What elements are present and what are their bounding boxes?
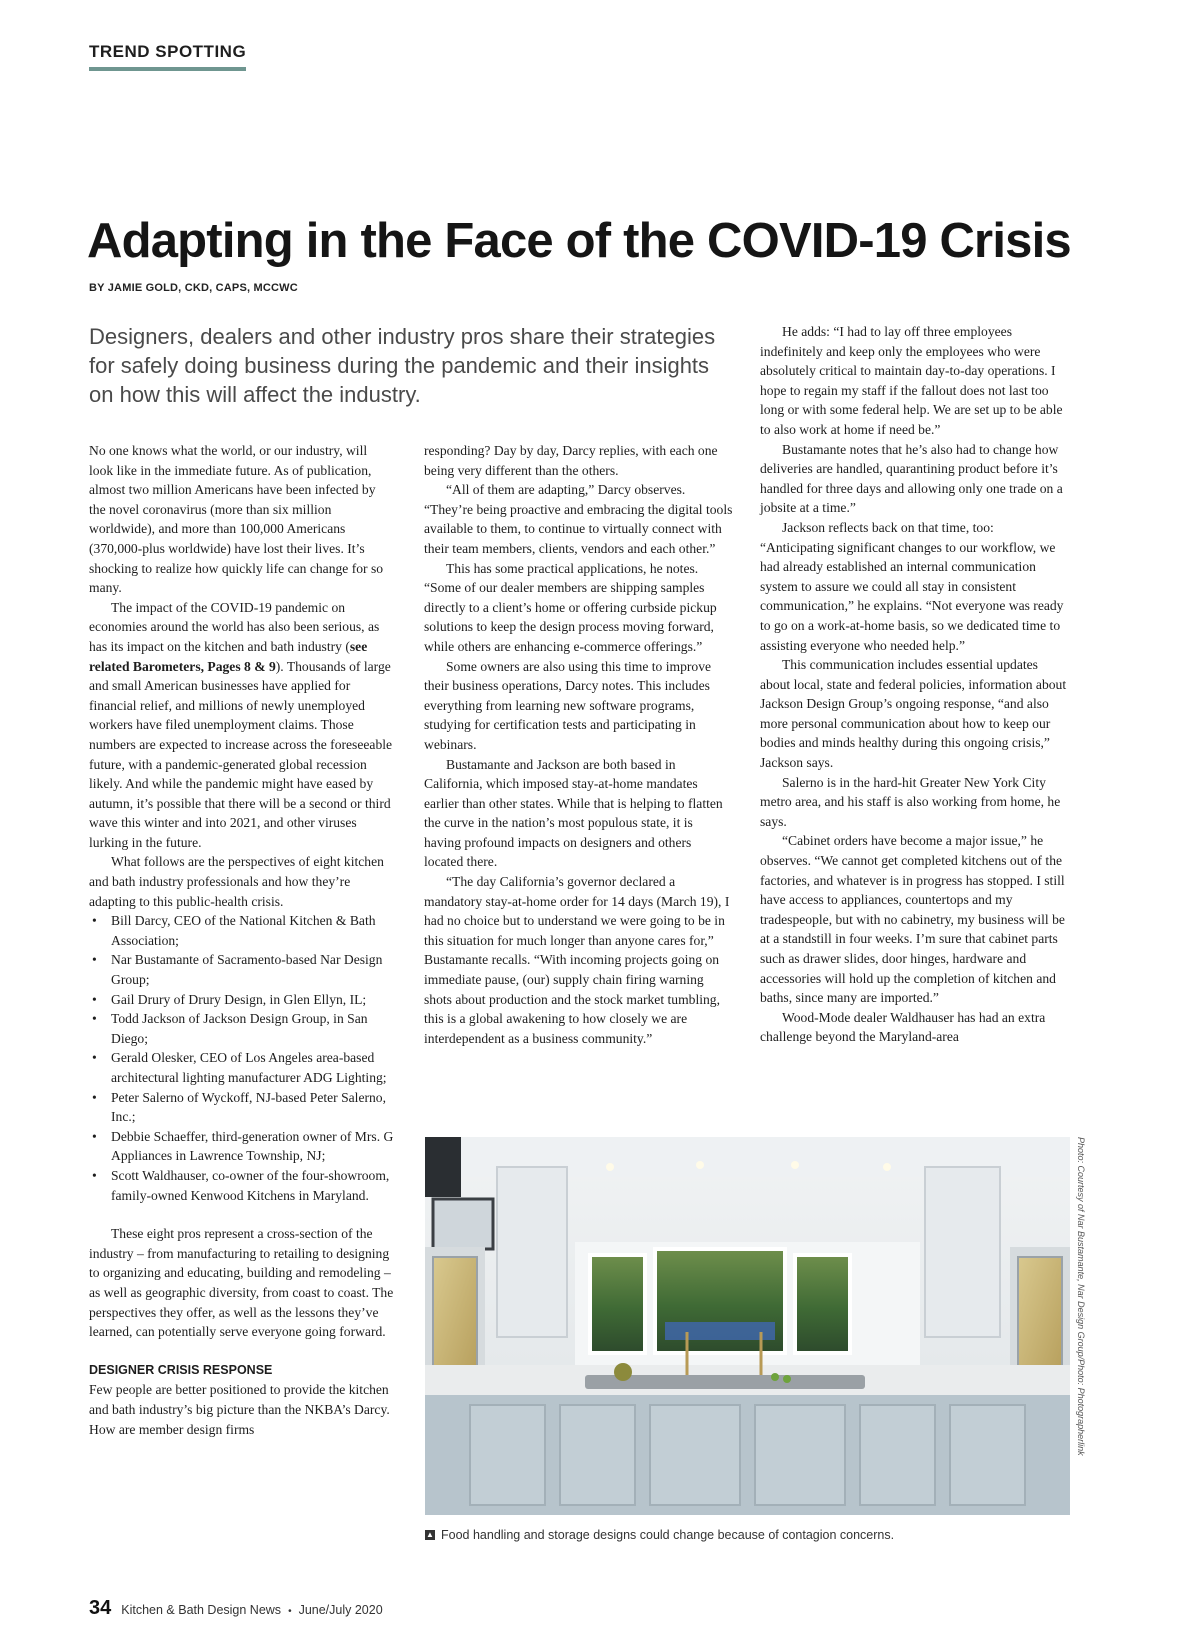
caption-arrow-icon: ▲ [426, 1530, 434, 1539]
paragraph-text: ). Thousands of large and small American businesses have applied for financial relief, and millions of newly unemployed workers have filed unemployment claims. Those numbers are expected to increase across the foreseeable future, with a pandemic-generated global recession likely. And while the pandemic might have eased by autumn, it’s possible that there will be a second or third wave this winter and into 2021, and other viruses lurking in the future. [89, 658, 393, 850]
section-subhead: DESIGNER CRISIS RESPONSE [89, 1362, 273, 1377]
paragraph: This has some practical applications, he notes. “Some of our dealer members are shipping samples directly to a client’s home or offering curbside pickup solutions to keep the design process moving forward, while others are enhancing e-commerce offerings.” [424, 560, 717, 654]
paragraph: He adds: “I had to lay off three employees indefinitely and keep only the employees who were absolutely critical to maintain day-to-day operations. I hope to regain my staff if the fallout does not last too long or with some federal help. We are set up to be able to also work at home if need be.” [760, 324, 1063, 437]
publication-name: Kitchen & Bath Design News [121, 1603, 282, 1617]
footer-separator: • [288, 1606, 292, 1617]
list-item: • Gail Drury of Drury Design, in Glen Ellyn, IL; [89, 990, 394, 1010]
byline: BY JAMIE GOLD, CKD, CAPS, MCCWC [89, 282, 298, 294]
caption-text: Food handling and storage designs could change because of contagion concerns. [441, 1528, 895, 1542]
paragraph [89, 598, 394, 853]
list-item: • Gerald Olesker, CEO of Los Angeles area-based architectural lighting manufacturer ADG Lighting; [89, 1048, 394, 1087]
article-deck: Designers, dealers and other industry pros share their strategies for safely doing business during the pandemic and their insights on how this will affect the industry. [89, 324, 716, 407]
paragraph: responding? Day by day, Darcy replies, with each one being very different than the others. [424, 443, 718, 478]
paragraph: Some owners are also using this time to improve their business operations, Darcy notes. This includes everything from learning new software programs, studying for certification tests and participating in webinars. [424, 658, 712, 752]
list-item: • Scott Waldhauser, co-owner of the four-showroom, family-owned Kenwood Kitchens in Maryland. [89, 1166, 394, 1205]
issue-date: June/July 2020 [298, 1603, 383, 1617]
paragraph: Jackson reflects back on that time, too: “Anticipating significant changes to our workflow, we had already established an internal communication system to assure we could all stay in consistent communication,” he explains. “Not everyone was ready to go on a work-at-home basis, so we dedicated time to assisting everyone who needed help.” [760, 519, 1064, 653]
list-item: • Bill Darcy, CEO of the National Kitchen & Bath Association; [89, 911, 394, 950]
expert-list [89, 911, 394, 1205]
page-footer [89, 1597, 383, 1620]
text-column-3 [760, 322, 1069, 1047]
paragraph: Few people are better positioned to provide the kitchen and bath industry’s big picture than the NKBA’s Darcy. How are member design firms [89, 1382, 390, 1437]
list-item: • Debbie Schaeffer, third-generation owner of Mrs. G Appliances in Lawrence Township, NJ; [89, 1127, 394, 1166]
paragraph: “Cabinet orders have become a major issue,” he observes. “We cannot get completed kitchens out of the factories, and whatever is in progress has stopped. I still have access to appliances, countertops and my tradespeople, but with no cabinetry, my business will be at a standstill in four weeks. I’m sure that cabinet parts such as drawer slides, door hinges, hardware and accessories will hold up the completion of kitchen and baths, since many are imported.” [760, 833, 1065, 1006]
article-headline: Adapting in the Face of the COVID-19 Crisis [87, 214, 1071, 268]
paragraph: This communication includes essential updates about local, state and federal policies, information about Jackson Design Group’s ongoing response, “and also more personal communication about how to keep our bodies and minds healthy during this ongoing crisis,” Jackson says. [760, 657, 1067, 771]
paragraph: “The day California’s governor declared a mandatory stay-at-home order for 14 days (March 19), I had no choice but to understand we were going to be in this situation for much longer than anyone cares for,” Bustamante recalls. “With incoming projects going on immediate pause, (our) supply chain firing warning shots about production and the stock market tumbling, this is a global awakening to how closely we are interdependent as a business community.” [424, 874, 730, 1046]
paragraph: Salerno is in the hard-hit Greater New York City metro area, and his staff is also working from home, he says. [760, 774, 1061, 829]
paragraph: Wood-Mode dealer Waldhauser has had an extra challenge beyond the Maryland-area [760, 1009, 1046, 1045]
list-item: • Nar Bustamante of Sacramento-based Nar Design Group; [89, 950, 394, 989]
photo-credit: Photo: Courtesy of Nar Bustamante, Nar Design Group/Photo: Photographerlink [1076, 1137, 1086, 1456]
photo-caption [425, 1528, 1065, 1542]
paragraph: “All of them are adapting,” Darcy observes. “They’re being proactive and embracing the digital tools available to them, to continue to virtually connect with their team members, clients, vendors and each other.” [424, 482, 733, 556]
paragraph-text: The impact of the COVID-19 pandemic on economies around the world has also been serious, as has its impact on the kitchen and bath industry ( [89, 599, 380, 654]
page-number: 34 [89, 1597, 112, 1619]
paragraph: No one knows what the world, or our industry, will look like in the immediate future. As of publication, almost two million Americans have been infected by the novel coronavirus (more than six million worldwide), and more than 100,000 Americans (370,000-plus worldwide) have lost their lives. It’s shocking to realize how quickly life can change for so many. [89, 443, 384, 596]
kitchen-photo [425, 1137, 1070, 1515]
text-column-2 [424, 441, 733, 1048]
kitchen-illustration [425, 1137, 1070, 1515]
paragraph: What follows are the perspectives of eight kitchen and bath industry professionals and how they’re adapting to this public-health crisis. [89, 854, 384, 909]
list-item: • Todd Jackson of Jackson Design Group, in San Diego; [89, 1009, 394, 1048]
list-item: • Peter Salerno of Wyckoff, NJ-based Peter Salerno, Inc.; [89, 1088, 394, 1127]
paragraph: These eight pros represent a cross-section of the industry – from manufacturing to retailing to designing to organizing and educating, building and remodeling – as well as geographic diversity, from coast to coast. The perspectives they offer, as well as the lessons they’ve learned, can potentially serve everyone going forward. [89, 1226, 394, 1340]
paragraph: Bustamante notes that he’s also had to change how deliveries are handled, quarantining product before it’s handled for three days and allowing only one trade on a jobsite at a time.” [760, 441, 1063, 516]
cross-reference: see related Barometers, Pages 8 & 9 [89, 638, 368, 674]
text-column-1 [89, 441, 394, 1439]
section-tag: TREND SPOTTING [89, 42, 246, 71]
paragraph: Bustamante and Jackson are both based in California, which imposed stay-at-home mandates earlier than other states. While that is helping to flatten the curve in the nation’s most populous state, it is having profound impacts on designers and others located there. [424, 756, 723, 870]
